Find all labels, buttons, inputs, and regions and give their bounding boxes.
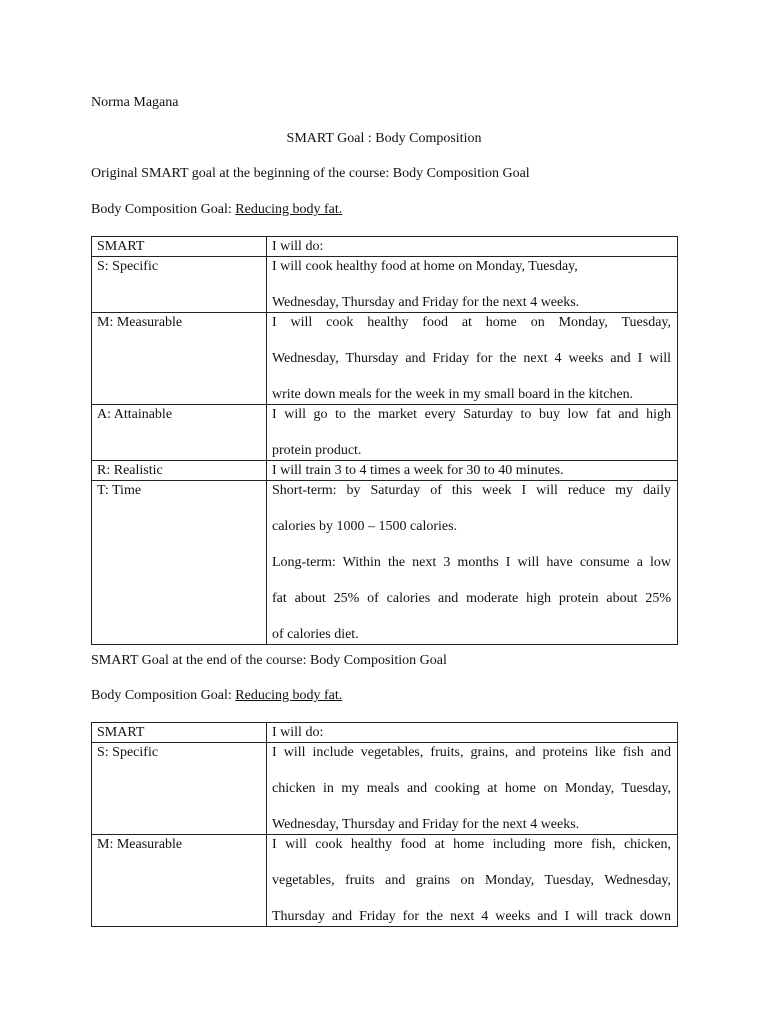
row-line: chicken in my meals and cooking at home on Monday, Tuesday, [272,781,671,796]
row-label: M: Measurable [92,835,267,927]
row-text [267,313,678,405]
row-label: A: Attainable [92,405,267,461]
table-row [92,481,678,645]
table-row [92,405,678,461]
original-goal-heading: Original SMART goal at the beginning of the course: Body Composition Goal [91,166,530,181]
row-line: Wednesday, Thursday and Friday for the next 4 weeks. [272,295,580,310]
row-line: Thursday and Friday for the next 4 weeks and I will track down [272,909,671,924]
row-text [267,257,678,313]
row-line: calories by 1000 – 1500 calories. [272,519,458,534]
row-line: Short-term: by Saturday of this week I will reduce my daily [272,483,671,498]
row-line: write down meals for the week in my small board in the kitchen. [272,387,634,402]
row-label: S: Specific [92,257,267,313]
goal-value: Reducing body fat. [235,202,343,217]
table-row [92,835,678,927]
header-will-do: I will do: [267,723,678,743]
table-row [92,257,678,313]
smart-table-end [91,722,678,927]
row-line: I will cook healthy food at home including more fish, chicken, [272,837,671,852]
row-line: I will cook healthy food at home on Monday, Tuesday, [272,315,671,330]
header-will-do: I will do: [267,237,678,257]
row-text [267,835,678,927]
table-row [92,743,678,835]
row-line: Wednesday, Thursday and Friday for the next 4 weeks and I will [272,351,671,366]
row-line: vegetables, fruits and grains on Monday, Tuesday, Wednesday, [272,873,671,888]
table-header-row [92,237,678,257]
row-text [267,461,678,481]
row-label: M: Measurable [92,313,267,405]
row-line: I will include vegetables, fruits, grains, and proteins like fish and [272,745,671,760]
goal-statement-2 [91,687,342,705]
row-line: I will train 3 to 4 times a week for 30 to 40 minutes. [272,463,564,478]
header-smart: SMART [92,237,267,257]
row-line: I will go to the market every Saturday to buy low fat and high [272,407,671,422]
document-title: SMART Goal : Body Composition [286,131,482,146]
end-goal-heading: SMART Goal at the end of the course: Body Composition Goal [91,653,447,668]
row-label: R: Realistic [92,461,267,481]
smart-table-original [91,236,678,645]
header-smart: SMART [92,723,267,743]
author-name: Norma Magana [91,95,179,110]
row-line: fat about 25% of calories and moderate high protein about 25% [272,591,671,606]
row-line: I will cook healthy food at home on Monday, Tuesday, [272,259,578,274]
table-header-row [92,723,678,743]
row-line: Long-term: Within the next 3 months I will have consume a low [272,555,671,570]
goal-statement-1 [91,201,342,219]
row-label: T: Time [92,481,267,645]
goal-value: Reducing body fat. [235,688,343,703]
goal-label: Body Composition Goal: [91,688,232,703]
row-label: S: Specific [92,743,267,835]
goal-label: Body Composition Goal: [91,202,232,217]
row-line: protein product. [272,443,362,458]
row-text [267,405,678,461]
row-line: Wednesday, Thursday and Friday for the next 4 weeks. [272,817,580,832]
row-text [267,481,678,645]
row-line: of calories diet. [272,627,359,642]
table-row [92,461,678,481]
row-text [267,743,678,835]
table-row [92,313,678,405]
